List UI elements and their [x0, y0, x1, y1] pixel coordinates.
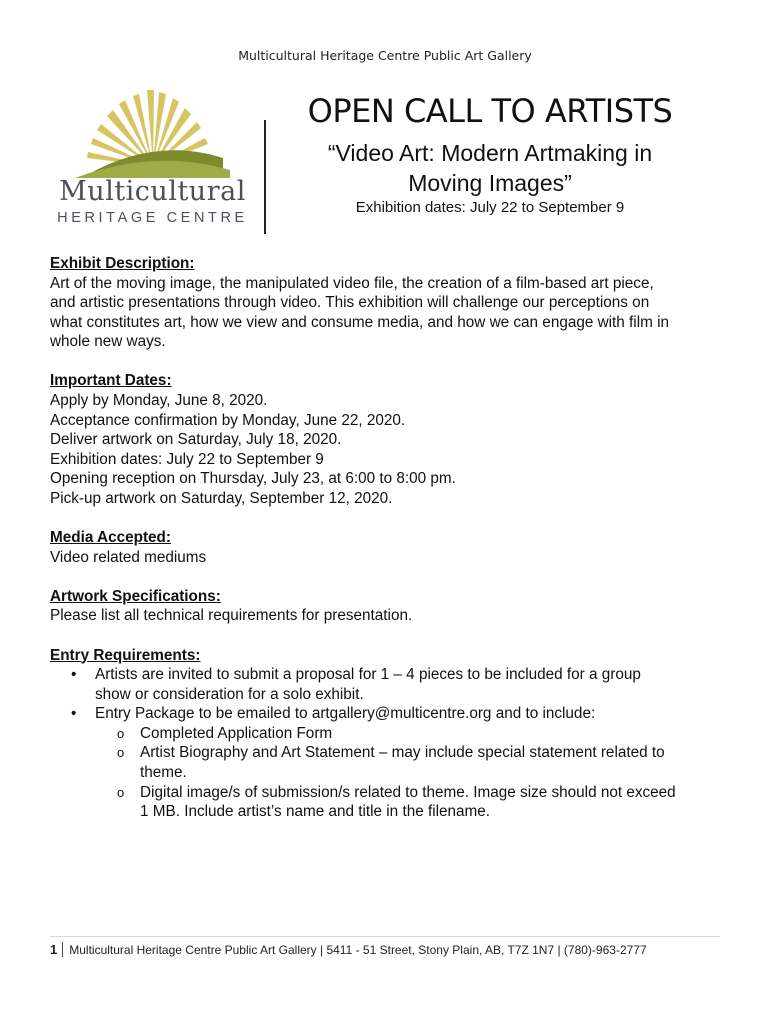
page-header: Multicultural Heritage Centre Public Art Gallery	[238, 48, 532, 63]
date-line: Acceptance confirmation by Monday, June 22, 2020.	[50, 411, 406, 429]
page-title: OPEN CALL TO ARTISTS	[307, 92, 673, 130]
logo-subtitle: HERITAGE CENTRE	[57, 210, 248, 226]
exhibition-subtitle	[290, 138, 690, 198]
sublist-item-line: o Digital image/s of submission/s related to theme. Image size should not exceed	[140, 783, 676, 801]
media-accepted-section	[50, 528, 730, 567]
subtitle-line: “Video Art: Modern Artmaking in	[327, 140, 653, 166]
entry-package-sublist	[95, 724, 730, 822]
page-number: 1	[50, 942, 58, 957]
body-line: Art of the moving image, the manipulated video file, the creation of a film-based art piece,	[50, 274, 654, 292]
date-line: Exhibition dates: July 22 to September 9	[50, 450, 324, 468]
list-item	[95, 704, 730, 822]
document-body	[50, 254, 730, 841]
footer-contact-text: Multicultural Heritage Centre Public Art Gallery | 5411 - 51 Street, Stony Plain, AB, T7Z 1N7 | (780)-963-2777	[69, 943, 647, 957]
important-dates-section	[50, 371, 730, 508]
sublist-item-line: 1 MB. Include artist’s name and title in the filename.	[140, 803, 491, 821]
exhibition-dates: Exhibition dates: July 22 to September 9	[355, 199, 625, 216]
multicultural-heritage-centre-logo	[55, 88, 250, 238]
sublist-item-line: theme.	[140, 764, 187, 782]
date-line: Pick-up artwork on Saturday, September 12, 2020.	[50, 490, 393, 508]
section-heading: Media Accepted:	[50, 529, 171, 547]
footer-separator	[62, 942, 63, 957]
entry-requirements-section	[50, 646, 730, 822]
sublist-item	[140, 783, 730, 822]
date-line: Opening reception on Thursday, July 23, at 6:00 to 8:00 pm.	[50, 470, 456, 488]
section-heading: Exhibit Description:	[50, 255, 195, 272]
sublist-item-line: o Completed Application Form	[140, 724, 333, 742]
sublist-item	[140, 724, 730, 744]
list-item-line: show or consideration for a solo exhibit.	[95, 685, 364, 703]
list-item	[95, 665, 730, 704]
body-line: whole new ways.	[50, 333, 166, 351]
date-line: Deliver artwork on Saturday, July 18, 2020.	[50, 431, 342, 449]
footer-divider	[50, 936, 720, 937]
logo-wordmark: Multicultural	[59, 176, 246, 207]
page-footer	[50, 942, 740, 957]
section-heading: Entry Requirements:	[50, 646, 201, 664]
section-heading: Important Dates:	[50, 372, 172, 390]
date-line: Apply by Monday, June 8, 2020.	[50, 392, 268, 410]
sublist-item	[140, 743, 730, 782]
list-item-line: • Entry Package to be emailed to artgallery@multicentre.org and to include:	[95, 705, 596, 723]
body-line: and artistic presentations through video. This exhibition will challenge our perceptions on	[50, 294, 650, 312]
artwork-specifications-section	[50, 587, 730, 626]
subtitle-line: Moving Images”	[408, 170, 572, 196]
header-divider	[264, 120, 266, 234]
body-line: Video related mediums	[50, 548, 207, 566]
exhibit-description-section	[50, 254, 730, 352]
sublist-item-line: o Artist Biography and Art Statement – may include special statement related to	[140, 744, 665, 762]
body-line: Please list all technical requirements for presentation.	[50, 607, 413, 625]
list-item-line: • Artists are invited to submit a proposal for 1 – 4 pieces to be included for a group	[95, 666, 641, 684]
sunburst-logo-graphic	[55, 88, 250, 178]
body-line: what constitutes art, how we view and consume media, and how we can engage with film in	[50, 313, 670, 331]
entry-requirements-list	[50, 665, 730, 822]
section-heading: Artwork Specifications:	[50, 587, 221, 605]
